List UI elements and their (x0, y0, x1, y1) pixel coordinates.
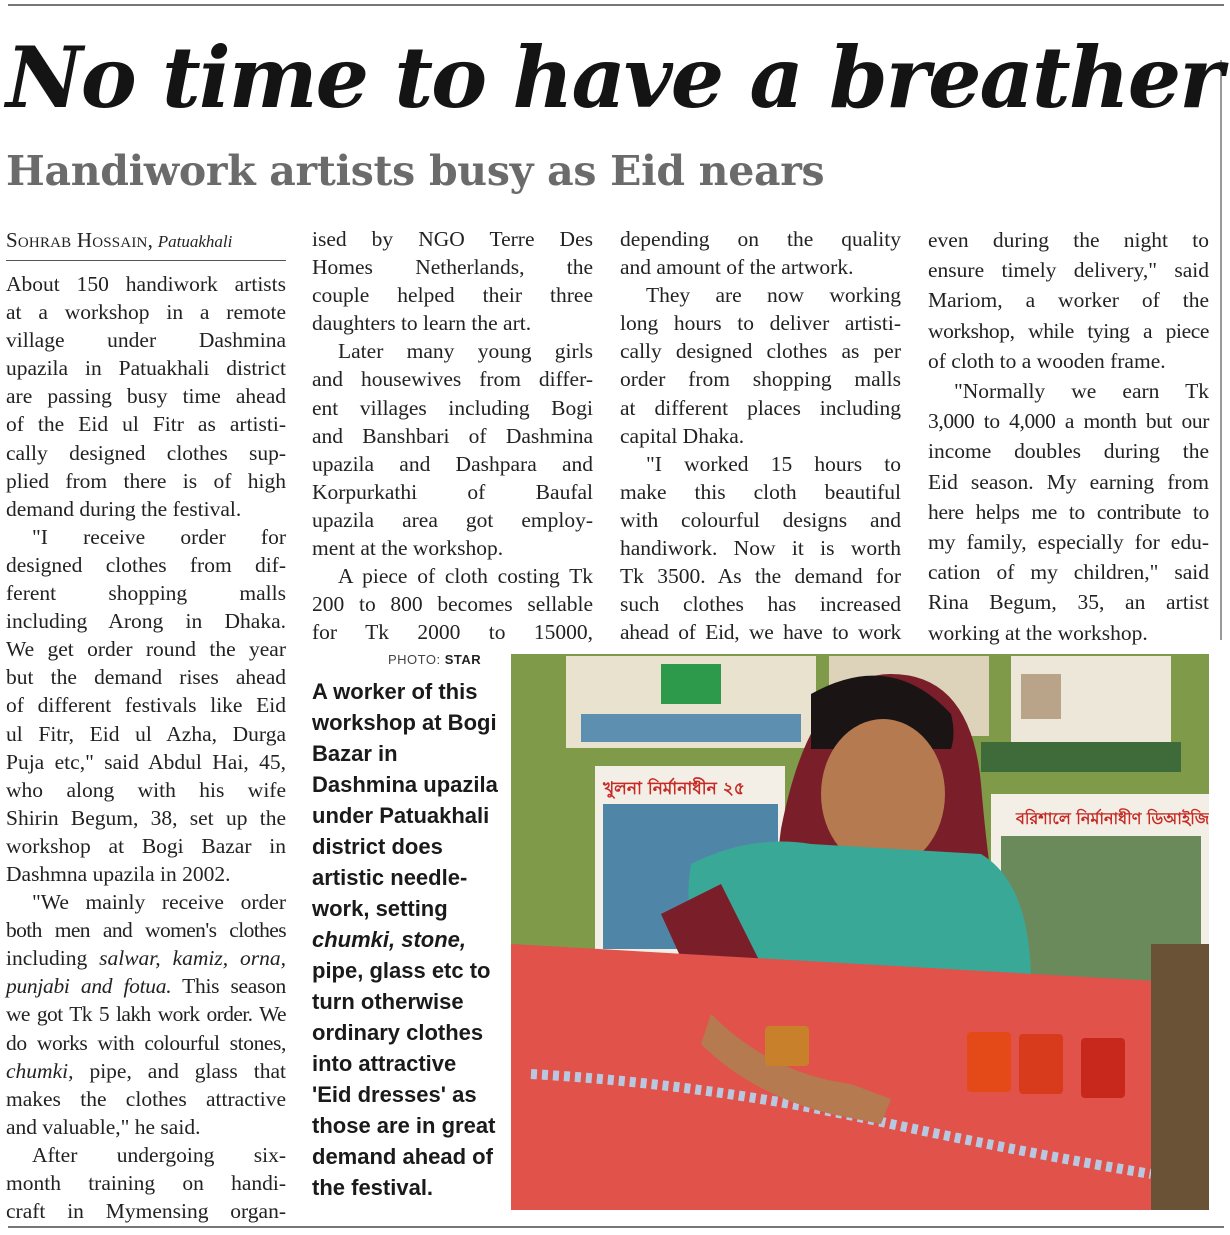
byline-author: Sohrab Hossain, (6, 228, 154, 252)
text-line: upazila area got employ- (312, 507, 593, 532)
text-line: couple helped their three (312, 283, 593, 308)
caption-line: those are in great (312, 1113, 496, 1138)
text-line: at different places including (620, 395, 901, 420)
text-line: and amount of the artwork. (620, 255, 854, 280)
text-line: of cloth to a wooden frame. (928, 348, 1166, 373)
poster-portrait (1021, 674, 1061, 719)
text-line: upazila in Patuakhali district (6, 356, 286, 381)
text-line: Puja etc," said Abdul Hai, 45, (6, 749, 286, 774)
text-line: workshop at Bogi Bazar in (6, 833, 286, 858)
text-line: daughters to learn the art. (312, 311, 532, 336)
photo-credit-label: PHOTO: (388, 652, 441, 667)
text-line: Tk 3500. As the demand for (620, 564, 901, 589)
text-line: capital Dhaka. (620, 423, 745, 448)
poster-logo-block (661, 664, 721, 704)
caption-line: artistic needle- (312, 865, 468, 890)
caption-line: the festival. (312, 1175, 434, 1200)
caption-line: under Patuakhali (312, 803, 490, 828)
wooden-frame (1151, 944, 1209, 1210)
text-line: ferent shopping malls (6, 581, 286, 606)
top-rule (8, 4, 1224, 6)
text-line: including Arong in Dhaka. (6, 609, 286, 634)
text-line: "We mainly receive order (32, 890, 286, 915)
text-span: pipe, and glass that (89, 1058, 286, 1083)
subheadline: Handiwork artists busy as Eid nears (6, 147, 825, 195)
text-line: handiwork. Now it is worth (620, 536, 901, 561)
text-line: at a workshop in a remote (6, 300, 286, 325)
text-line: cally designed clothes sup- (6, 440, 286, 465)
caption-line: work, setting (312, 896, 448, 921)
text-line: "I worked 15 hours to (646, 451, 901, 476)
photo-credit-source: STAR (444, 652, 482, 667)
caption-line: turn otherwise (312, 989, 464, 1014)
caption-line: 'Eid dresses' as (312, 1082, 477, 1107)
caption-line: demand ahead of (312, 1144, 493, 1169)
photo-illustration (511, 654, 1209, 1210)
italic-text: salwar, kamiz, orna, (99, 946, 286, 971)
text-line: Mariom, a worker of the (928, 288, 1209, 313)
caption-line: ordinary clothes (312, 1020, 484, 1045)
photo-credit (388, 652, 502, 667)
article-column-2 (312, 225, 593, 646)
caption-line: district does (312, 834, 443, 859)
text-line: who along with his wife (6, 777, 286, 802)
text-line: We get order round the year (6, 637, 286, 662)
text-line: Later many young girls (338, 339, 593, 364)
photo-caption (312, 676, 506, 1203)
italic-text: punjabi and fotua. (6, 974, 172, 999)
text-line: and valuable," he said. (6, 1114, 201, 1139)
text-line: "I receive order for (32, 524, 286, 549)
text-line: ul Fitr, Eid ul Azha, Durga (6, 721, 286, 746)
text-line: even during the night to (928, 228, 1209, 252)
text-line: craft in Mymensing organ- (6, 1199, 286, 1224)
byline (6, 226, 286, 256)
text-line: both men and women's clothes (6, 918, 286, 943)
text-line: and housewives from differ- (312, 367, 593, 392)
poster-right-text: বরিশালে নির্মানাধীণ ডিআইজি (1016, 809, 1209, 828)
text-line: month training on handi- (6, 1171, 286, 1195)
caption-line-italic: chumki, stone, (312, 927, 467, 952)
text-line: workshop, while tying a piece (928, 318, 1209, 343)
text-line: village under Dashmina (6, 328, 286, 353)
text-line: ensure timely delivery," said (928, 258, 1209, 283)
text-line: of different festivals like Eid (6, 693, 286, 718)
caption-line: A worker of this (312, 679, 478, 704)
text-line: cation of my children," said (928, 560, 1209, 585)
text-line: of the Eid ul Fitr as artisti- (6, 412, 286, 437)
text-line: About 150 handiwork artists (6, 272, 286, 296)
text-span: This season (182, 974, 286, 999)
text-line: long hours to deliver artisti- (620, 311, 901, 336)
text-line: Eid season. My earning from (928, 469, 1209, 494)
text-line: Shirin Begum, 38, set up the (6, 805, 286, 830)
text-line: ent villages including Bogi (312, 395, 593, 420)
text-line (6, 972, 286, 1000)
caption-line: Bazar in (312, 741, 398, 766)
text-line: such clothes has increased (620, 592, 901, 617)
text-line: designed clothes from dif- (6, 552, 286, 577)
article-column-1 (6, 270, 286, 1225)
text-line: and Banshbari of Dashmina (312, 423, 593, 448)
text-line: working at the workshop. (928, 620, 1148, 645)
article-photo (511, 654, 1209, 1210)
poster-trees-strip (981, 742, 1181, 772)
text-line: plied from there is of high (6, 468, 286, 493)
text-line: my family, especially for edu- (928, 530, 1209, 555)
text-line: Dashmna upazila in 2002. (6, 861, 231, 886)
text-line: They are now working (646, 283, 901, 308)
text-line: After undergoing six- (32, 1142, 286, 1167)
text-line: "Normally we earn Tk (954, 379, 1209, 404)
text-line: upazila and Dashpara and (312, 451, 593, 476)
spool-red-2 (1081, 1038, 1125, 1098)
poster-photo-strip (581, 714, 801, 742)
text-line: ahead of Eid, we have to work (620, 620, 901, 645)
text-line: makes the clothes attractive (6, 1086, 286, 1111)
text-line: Korpurkathi of Baufal (312, 479, 593, 504)
text-line: are passing busy time ahead (6, 384, 286, 409)
article-column-3 (620, 225, 901, 646)
text-line: depending on the quality (620, 227, 901, 251)
caption-line: Dashmina upazila (312, 772, 498, 797)
headline: No time to have a breather (6, 28, 1222, 127)
bottom-rule (8, 1226, 1224, 1228)
poster-left-text: খুলনা নির্মানাধীন ২৫ (603, 779, 745, 799)
text-line: order from shopping malls (620, 367, 901, 392)
spool-red-1 (1019, 1034, 1063, 1094)
text-line (6, 944, 286, 972)
text-line: do works with colourful stones, (6, 1030, 286, 1055)
byline-place: Patuakhali (157, 232, 233, 251)
text-line: cally designed clothes as per (620, 339, 901, 364)
caption-line: pipe, glass etc to (312, 958, 491, 983)
caption-line: workshop at Bogi (312, 710, 497, 735)
caption-line: into attractive (312, 1051, 457, 1076)
caption-line (312, 924, 506, 955)
italic-text: chumki, (6, 1058, 74, 1083)
spool-gold (765, 1026, 809, 1066)
spool-orange (967, 1032, 1011, 1092)
text-line: but the demand rises ahead (6, 665, 286, 690)
text-line: A piece of cloth costing Tk (338, 564, 593, 589)
text-line: 3,000 to 4,000 a month but our (928, 409, 1209, 434)
text-line: Rina Begum, 35, an artist (928, 590, 1209, 615)
text-line: Homes Netherlands, the (312, 255, 593, 280)
text-line: income doubles during the (928, 439, 1209, 464)
text-line (6, 1057, 286, 1085)
text-line: here helps me to contribute to (928, 499, 1209, 524)
text-line: ised by NGO Terre Des (312, 227, 593, 251)
text-line: for Tk 2000 to 15000, (312, 620, 593, 645)
text-line: demand during the festival. (6, 496, 242, 521)
text-line: make this cloth beautiful (620, 479, 901, 504)
text-line: with colourful designs and (620, 507, 901, 532)
text-line: ment at the workshop. (312, 536, 504, 561)
text-line: we got Tk 5 lakh work order. We (6, 1002, 286, 1027)
right-rule (1220, 60, 1222, 640)
text-span: including (6, 946, 88, 971)
article-column-4 (928, 225, 1209, 648)
byline-rule (6, 260, 286, 261)
text-line: 200 to 800 becomes sellable (312, 592, 593, 617)
